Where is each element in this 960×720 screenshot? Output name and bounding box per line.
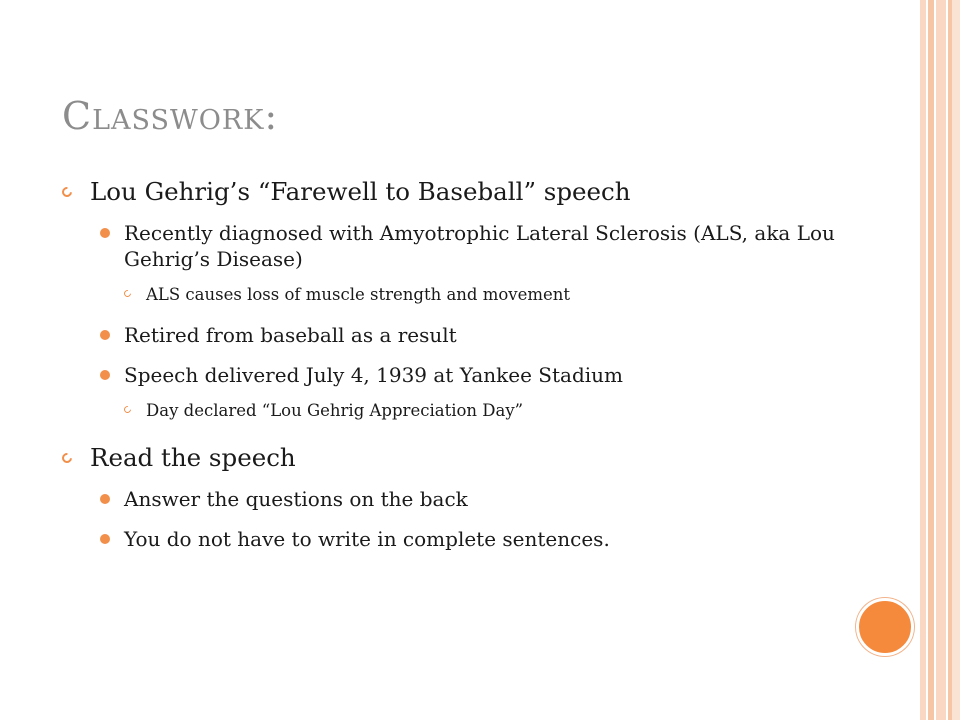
- bullet-text: ALS causes loss of muscle strength and movement: [146, 285, 571, 304]
- bullet-level1: [62, 176, 862, 208]
- bullet-text: Answer the questions on the back: [124, 487, 468, 511]
- bullet-marker-icon: [123, 405, 133, 415]
- bullet-dot-icon: [100, 534, 110, 544]
- bullet-dot-icon: [100, 228, 110, 238]
- bullet-dot-icon: [100, 370, 110, 380]
- orange-circle-decoration: [856, 598, 914, 656]
- bullet-list: [62, 176, 862, 552]
- right-stripe-8: [952, 0, 960, 720]
- bullet-text: Retired from baseball as a result: [124, 323, 457, 347]
- bullet-marker-icon: [60, 451, 74, 465]
- bullet-text: Day declared “Lou Gehrig Appreciation Day”: [146, 401, 524, 420]
- bullet-level2: [100, 362, 862, 388]
- bullet-level3: [124, 400, 862, 422]
- bullet-level2: [100, 220, 862, 272]
- bullet-text: Recently diagnosed with Amyotrophic Lateral Sclerosis (ALS, aka Lou Gehrig’s Disease): [124, 221, 835, 271]
- bullet-text: You do not have to write in complete sentences.: [124, 527, 610, 551]
- bullet-level3: [124, 284, 862, 306]
- bullet-text: Read the speech: [90, 443, 296, 472]
- right-stripe-5: [936, 0, 946, 720]
- bullet-level2: [100, 486, 862, 512]
- bullet-dot-icon: [100, 330, 110, 340]
- bullet-level2: [100, 322, 862, 348]
- bullet-level1: [62, 442, 862, 474]
- bullet-marker-icon: [60, 185, 74, 199]
- bullet-text: Lou Gehrig’s “Farewell to Baseball” speech: [90, 177, 631, 206]
- bullet-marker-icon: [123, 289, 133, 299]
- bullet-level2: [100, 526, 862, 552]
- bullet-text: Speech delivered July 4, 1939 at Yankee Stadium: [124, 363, 624, 387]
- slide-title: Classwork:: [62, 94, 279, 138]
- bullet-dot-icon: [100, 494, 110, 504]
